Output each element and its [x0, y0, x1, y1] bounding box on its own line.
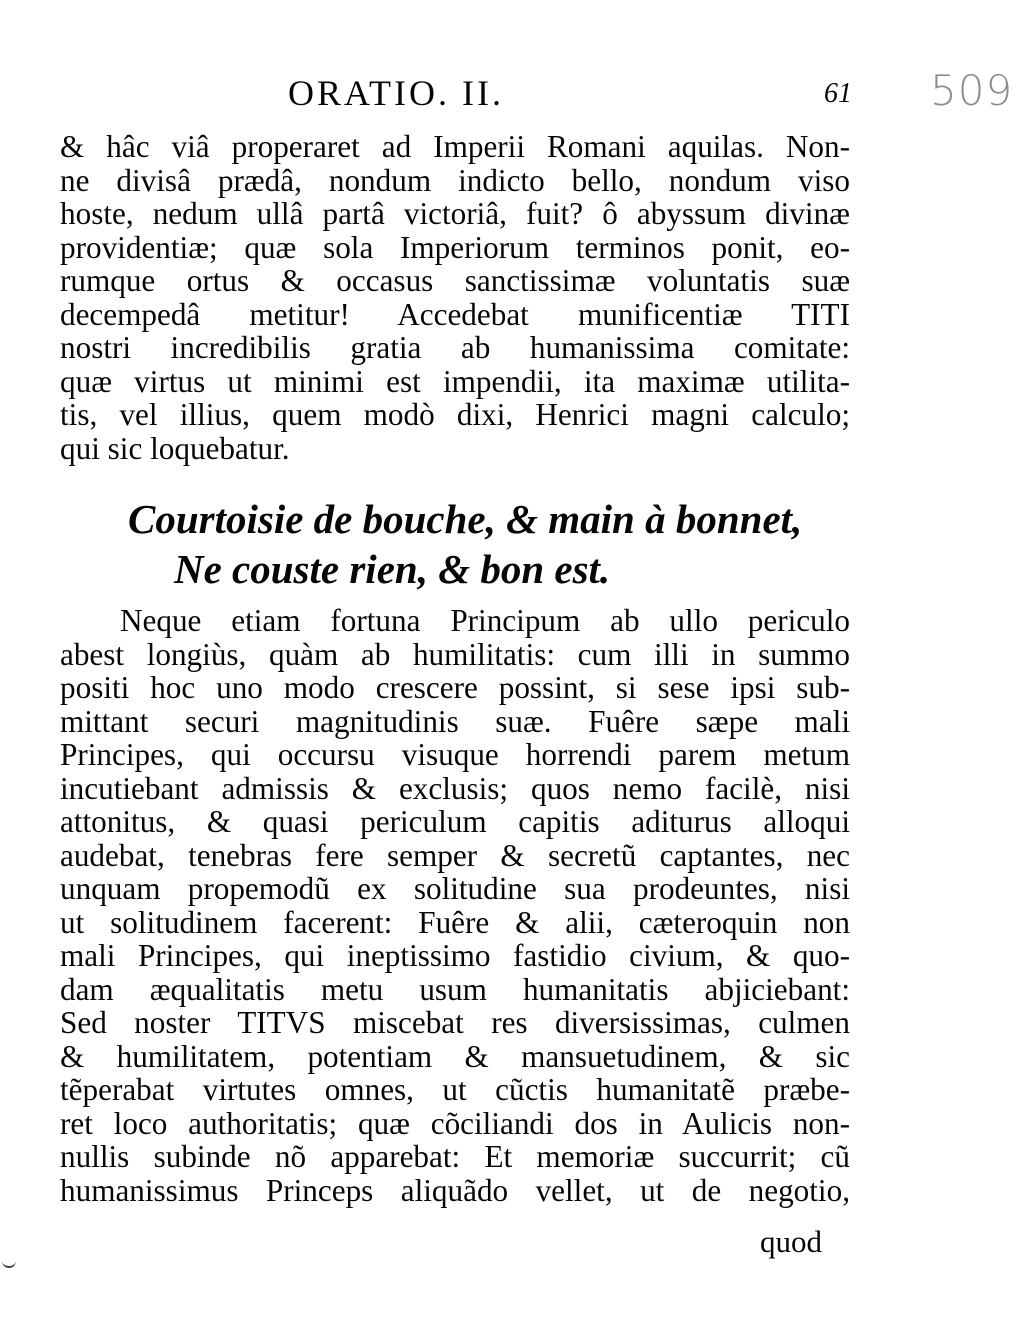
text-line: & hâc viâ properaret ad Imperii Romani aquilas. Non- — [60, 129, 850, 164]
text-line: qui sic loquebatur. — [60, 430, 290, 466]
text-line: mali Principes, qui ineptissimo fastidio civium, & quo- — [60, 938, 850, 973]
motto-line-2: Ne couste rien, & bon est. — [174, 546, 611, 592]
french-motto — [128, 494, 848, 594]
text-line: Principes, qui occursu visuque horrendi parem metum — [60, 737, 850, 772]
page-number: 61 — [824, 78, 852, 109]
text-line: incutiebant admissis & exclusis; quos nemo facilè, nisi — [60, 770, 850, 806]
text-line: providentiæ; quæ sola Imperiorum terminos ponit, eo- — [60, 229, 850, 265]
text-line: Sed noster TITVS miscebat res diversissimas, culmen — [60, 1005, 850, 1040]
text-line: mittant securi magnitudinis suæ. Fuêre sæpe mali — [60, 703, 850, 739]
text-line: positi hoc uno modo crescere possint, si sese ipsi sub- — [60, 670, 850, 705]
text-line: unquam propemodũ ex solitudine sua prodeuntes, nisi — [60, 871, 850, 906]
motto-line-1: Courtoisie de bouche, & main à bonnet, — [128, 496, 803, 542]
text-line: dam æqualitatis metu usum humanitatis abjiciebant: — [60, 971, 850, 1007]
ink-speck — [2, 1256, 16, 1268]
text-line: ret loco authoritatis; quæ cõciliandi dos in Aulicis non- — [60, 1105, 850, 1141]
margin-folio-note: 509 — [930, 66, 1014, 115]
catchword: quod — [760, 1224, 822, 1259]
page-header — [82, 72, 852, 116]
paragraph-1 — [60, 130, 850, 465]
text-line: humanissimus Princeps aliquãdo vellet, ut de negotio, — [60, 1172, 850, 1208]
text-line: quæ virtus ut minimi est impendii, ita maximæ utilita- — [60, 363, 850, 399]
text-line: ut solitudinem facerent: Fuêre & alii, cæteroquin non — [60, 904, 850, 940]
text-line: tis, vel illius, quem modò dixi, Henrici magni calculo; — [60, 397, 850, 432]
text-line: Neque etiam fortuna Principum ab ullo periculo — [120, 603, 850, 638]
text-line: hoste, nedum ullâ partâ victoriâ, fuit? ô abyssum divinæ — [60, 196, 850, 231]
text-line: abest longiùs, quàm ab humilitatis: cum illi in summo — [60, 636, 850, 672]
text-line: tẽperabat virtutes omnes, ut cũctis humanitatẽ præbe- — [60, 1072, 850, 1107]
text-line: decempedâ metitur! Accedebat munificentiæ TITI — [60, 296, 850, 332]
text-line: nullis subinde nõ apparebat: Et memoriæ succurrit; cũ — [60, 1139, 850, 1174]
text-line: attonitus, & quasi periculum capitis aditurus alloqui — [60, 804, 850, 839]
text-line: nostri incredibilis gratia ab humanissima comitate: — [60, 330, 850, 365]
text-line: rumque ortus & occasus sanctissimæ voluntatis suæ — [60, 263, 850, 298]
text-line: ne divisâ prædâ, nondum indicto bello, nondum viso — [60, 162, 850, 198]
text-line: audebat, tenebras fere semper & secretũ captantes, nec — [60, 837, 850, 873]
text-line: & humilitatem, potentiam & mansuetudinem, & sic — [60, 1038, 850, 1074]
running-head: ORATIO. II. — [288, 73, 504, 113]
paragraph-2 — [60, 604, 850, 1207]
